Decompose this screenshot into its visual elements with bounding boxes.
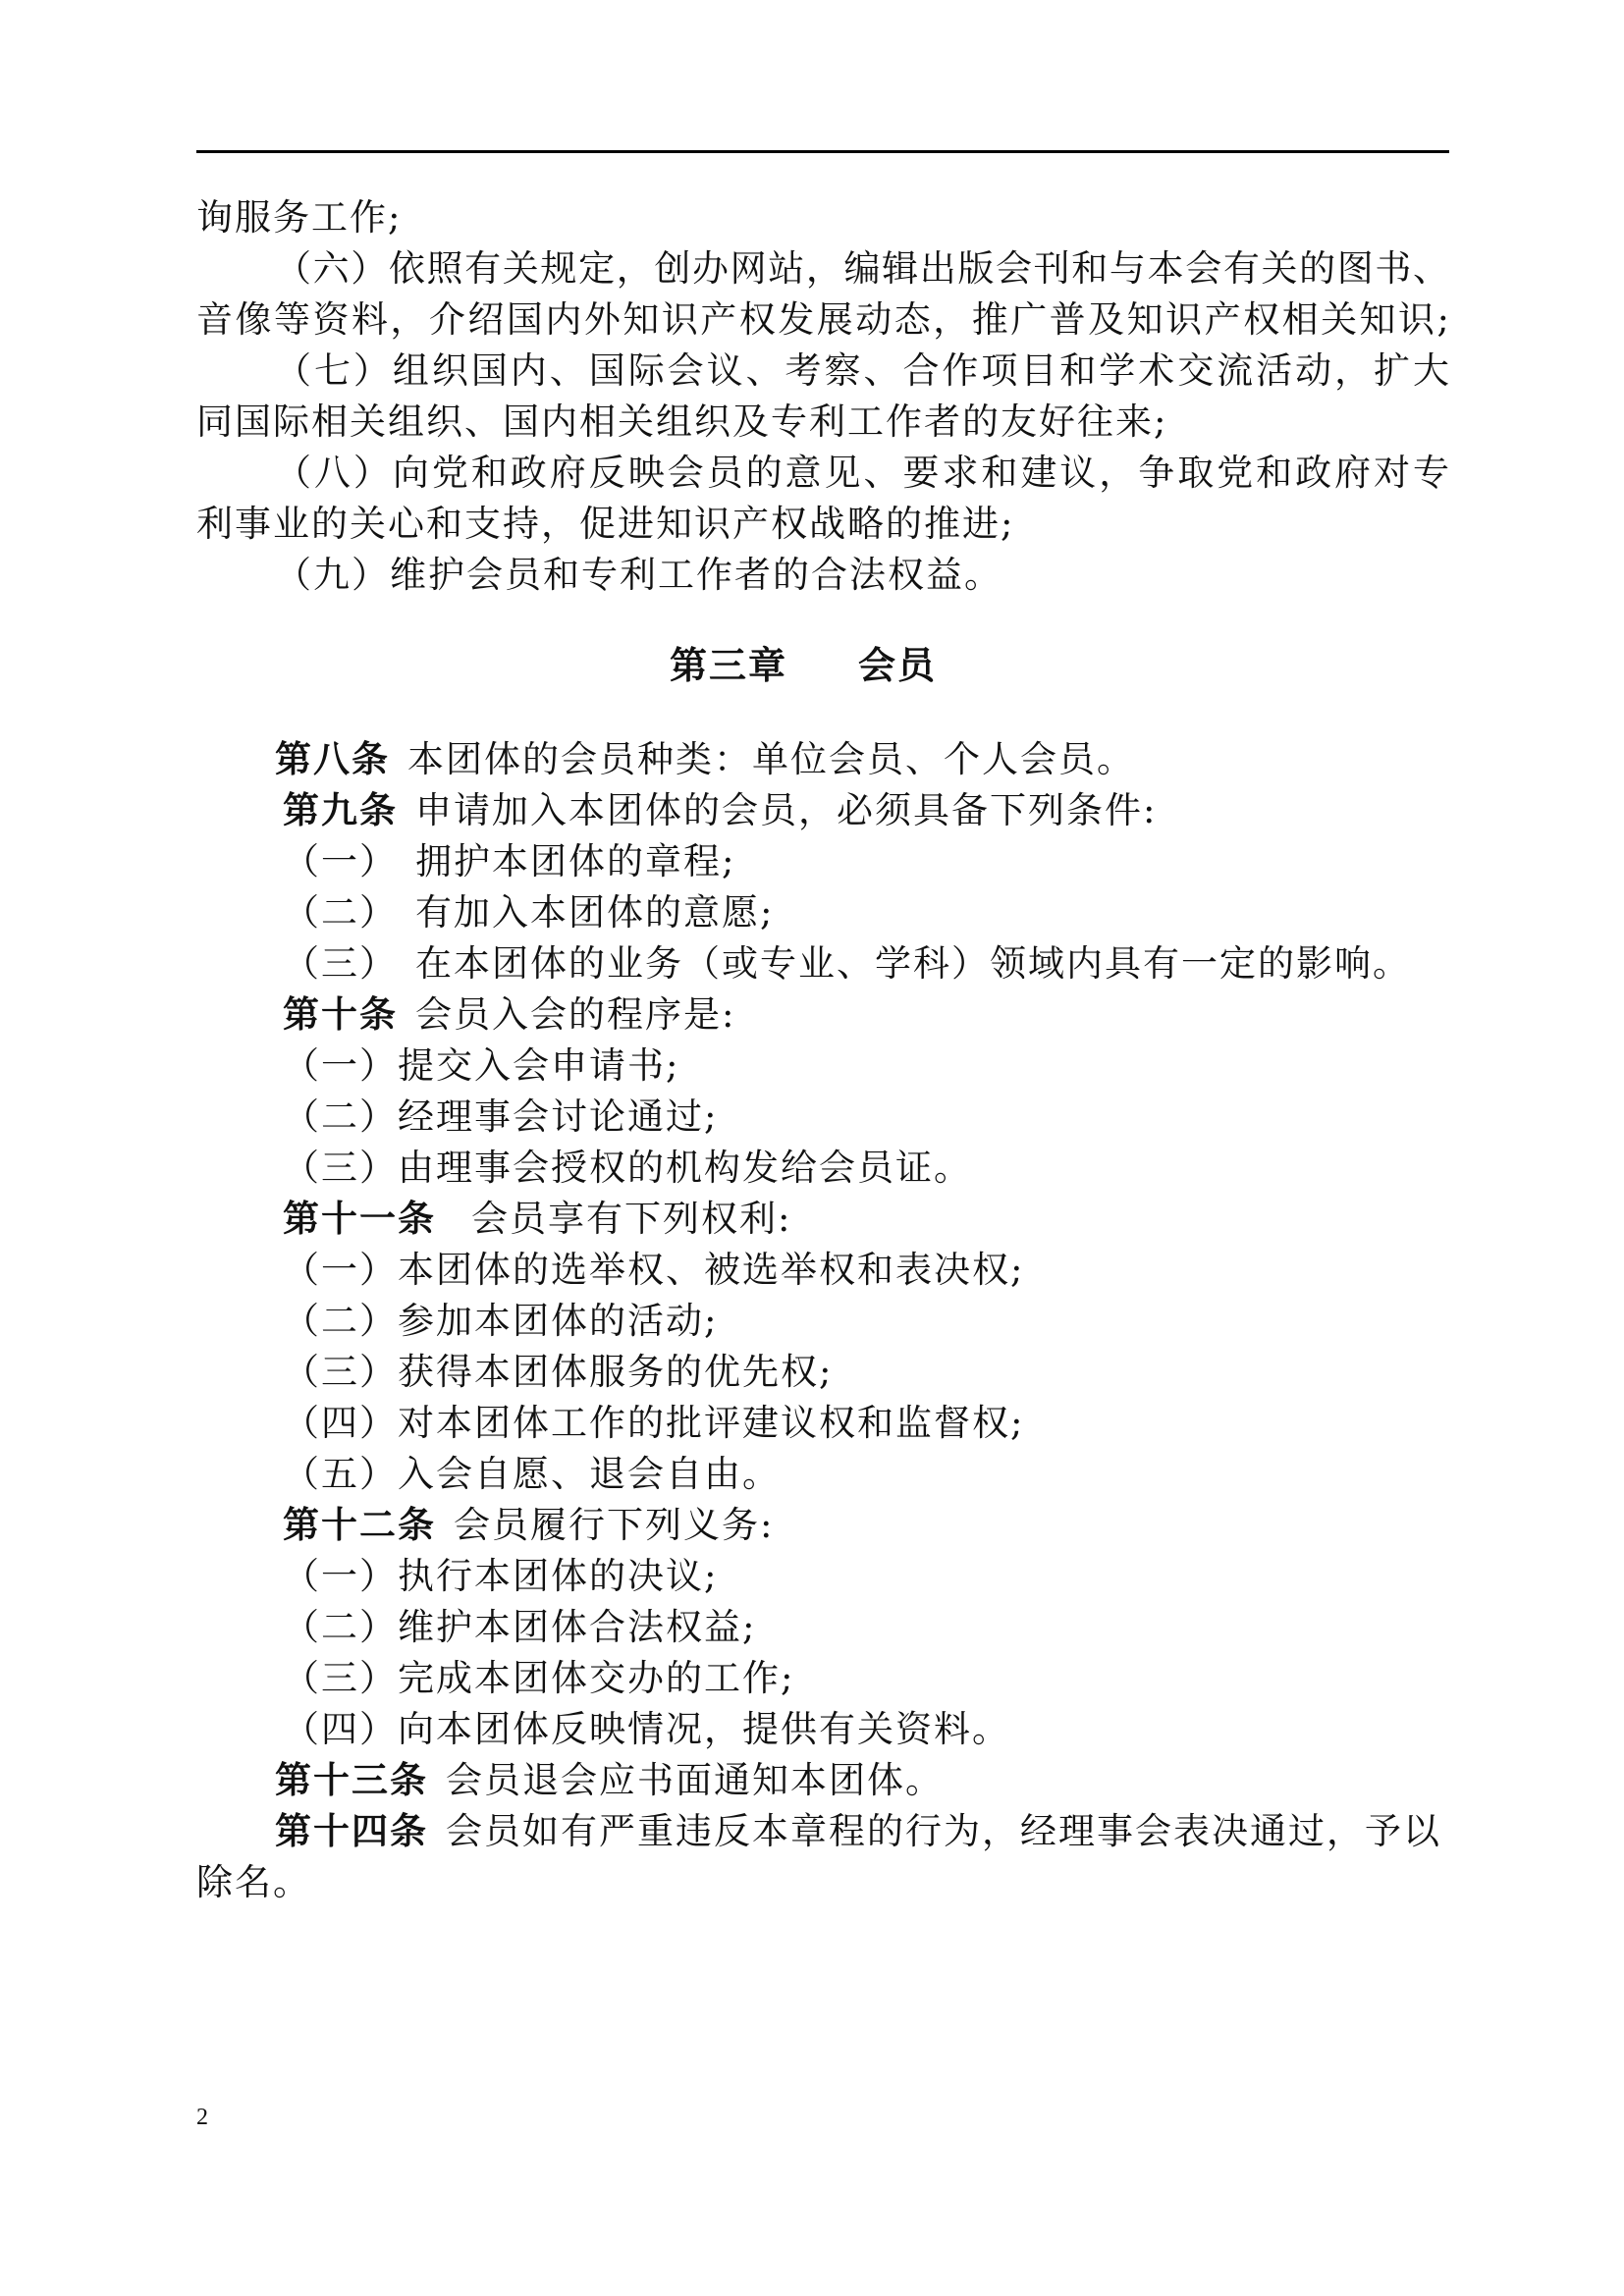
paragraph-line: 询服务工作; — [196, 196, 403, 239]
article-12 — [196, 1500, 1449, 1551]
article-10 — [196, 989, 1449, 1041]
article-label: 第十条 — [283, 993, 398, 1036]
paragraph-line: 同国际相关组织、国内相关组织及专利工作者的友好往来; — [196, 400, 1168, 443]
header-rule — [196, 150, 1449, 153]
article-text: 申请加入本团体的会员，必须具备下列条件: — [415, 789, 1158, 831]
article-label: 第十二条 — [283, 1504, 436, 1546]
list-item: （二） 有加入本团体的意愿; — [283, 891, 775, 934]
list-item: （二）维护本团体合法权益; — [283, 1606, 757, 1648]
chapter-number: 第三章 — [669, 643, 787, 687]
list-item: （四）对本团体工作的批评建议权和监督权; — [283, 1402, 1025, 1444]
article-label: 第十四条 — [275, 1810, 428, 1852]
article-text: 会员如有严重违反本章程的行为，经理事会表决通过，予以 — [446, 1810, 1441, 1852]
paragraph-line: （六）依照有关规定，创办网站，编辑出版会刊和与本会有关的图书、 — [275, 247, 1449, 290]
page-number: 2 — [196, 2105, 208, 2130]
list-item: （三）由理事会授权的机构发给会员证。 — [283, 1147, 972, 1189]
list-item: （一）执行本团体的决议; — [283, 1555, 719, 1597]
article-14 — [196, 1806, 1449, 1857]
article-text: 会员入会的程序是: — [415, 993, 736, 1036]
article-text: 会员履行下列义务: — [454, 1504, 775, 1546]
list-item: （五）入会自愿、退会自由。 — [283, 1453, 781, 1495]
article-11 — [196, 1194, 1449, 1245]
article-label: 第八条 — [275, 738, 390, 780]
chapter-title: 会员 — [858, 643, 938, 687]
article-label: 第九条 — [283, 789, 398, 831]
list-item: （四）向本团体反映情况，提供有关资料。 — [283, 1708, 1010, 1750]
list-item: （一） 拥护本团体的章程; — [283, 840, 736, 882]
list-item: （三）完成本团体交办的工作; — [283, 1657, 795, 1699]
list-item: （二）经理事会讨论通过; — [283, 1095, 719, 1138]
article-text: 本团体的会员种类：单位会员、个人会员。 — [407, 738, 1135, 780]
paragraph-line: （七）组织国内、国际会议、考察、合作项目和学术交流活动，扩大 — [275, 349, 1449, 392]
paragraph-line: 音像等资料，介绍国内外知识产权发展动态，推广普及知识产权相关知识; — [196, 298, 1449, 341]
article-label: 第十三条 — [275, 1759, 428, 1801]
chapter-heading — [196, 640, 1449, 691]
article-text: 会员退会应书面通知本团体。 — [446, 1759, 944, 1801]
article-label: 第十一条 — [283, 1198, 436, 1240]
list-item: （三）获得本团体服务的优先权; — [283, 1351, 834, 1393]
article-13 — [196, 1755, 1449, 1806]
paragraph-line: 利事业的关心和支持，促进知识产权战略的推进; — [196, 503, 1015, 545]
list-item: （三） 在本团体的业务（或专业、学科）领域内具有一定的影响。 — [283, 942, 1411, 985]
article-9 — [196, 785, 1449, 836]
article-8 — [196, 734, 1449, 785]
article-text: 会员享有下列权利: — [471, 1198, 792, 1240]
paragraph-line: （九）维护会员和专利工作者的合法权益。 — [275, 554, 1002, 596]
list-item: （一）本团体的选举权、被选举权和表决权; — [283, 1249, 1025, 1291]
paragraph-line: （八）向党和政府反映会员的意见、要求和建议，争取党和政府对专 — [275, 452, 1449, 494]
list-item: （二）参加本团体的活动; — [283, 1300, 719, 1342]
document-body — [196, 192, 1449, 1908]
paragraph-line: 除名。 — [196, 1861, 311, 1903]
list-item: （一）提交入会申请书; — [283, 1044, 680, 1087]
